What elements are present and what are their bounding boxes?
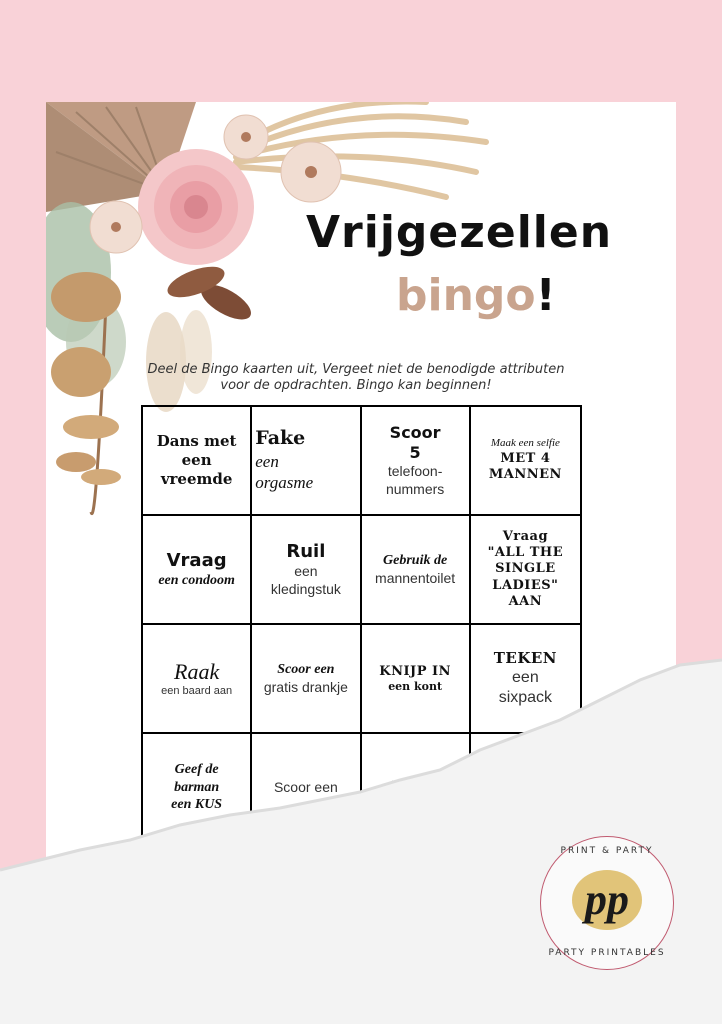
cell-text: barman — [174, 779, 220, 795]
cell-text: een baard aan — [161, 685, 233, 698]
cell-text: Vraag — [166, 549, 227, 571]
cell-text: een — [512, 668, 539, 686]
page-title: Vrijgezellen — [306, 207, 613, 258]
bingo-cell — [471, 407, 580, 516]
print-and-party-logo — [540, 836, 674, 970]
cell-text: een kont — [388, 679, 443, 693]
cell-text: MET 4 — [500, 451, 551, 467]
bingo-cell — [252, 407, 361, 516]
cell-text: 5 — [409, 443, 421, 462]
bingo-cell — [143, 516, 252, 625]
bingo-cell — [143, 407, 252, 516]
cell-text: Ruil — [286, 540, 326, 562]
cell-text: Vraag — [502, 528, 549, 544]
bingo-cell — [362, 516, 471, 625]
cell-text: TEKEN — [493, 649, 558, 668]
cell-text: Maak een selfie — [490, 437, 560, 450]
subtitle-word: bingo — [396, 270, 536, 321]
cell-text: KNIJP IN — [379, 663, 451, 679]
cell-text: Scoor een — [273, 778, 338, 795]
cell-text: "ALL THE — [487, 545, 564, 561]
cell-text: nummers — [385, 480, 445, 497]
cell-text: vreemde — [160, 469, 233, 488]
cell-text: Dans met — [156, 432, 237, 451]
cell-text: een condoom — [158, 573, 235, 588]
page-subtitle — [396, 270, 556, 321]
bingo-cell — [252, 516, 361, 625]
cell-text: SINGLE — [495, 561, 556, 577]
cell-text: orgasme — [255, 473, 314, 493]
cell-text: LADIES" AAN — [492, 577, 559, 609]
intro-instructions: Deel de Bingo kaarten uit, Vergeet niet de benodigde attributen voor de opdrachten. Bingo kan beginnen! — [147, 362, 565, 393]
cell-text: Gebruik de — [383, 553, 448, 568]
cell-text: MANNEN — [488, 467, 562, 483]
logo-bottom-text: PARTY PRINTABLES — [548, 948, 666, 958]
cell-text: Scoor een — [277, 662, 335, 677]
subtitle-exclamation: ! — [535, 270, 556, 321]
bingo-cell — [471, 516, 580, 625]
cell-text: Geef de — [174, 762, 219, 778]
cell-text: Fake — [255, 427, 306, 450]
logo-monogram: pp — [585, 875, 629, 924]
cell-text: telefoon- — [387, 463, 443, 479]
cell-text: een — [255, 452, 279, 472]
cell-text: kledingstuk — [270, 580, 341, 597]
cell-text: een — [181, 451, 212, 470]
cell-text: sixpack — [498, 688, 553, 706]
cell-text: mannentoilet — [375, 569, 456, 586]
cell-text: Scoor — [389, 423, 441, 442]
logo-top-text: PRINT & PARTY — [560, 846, 654, 856]
bingo-cell — [362, 407, 471, 516]
cell-text: een KUS — [171, 797, 223, 813]
cell-text: Raak — [174, 658, 220, 684]
cell-text: gratis drankje — [263, 678, 348, 695]
cell-text: een — [294, 563, 318, 580]
